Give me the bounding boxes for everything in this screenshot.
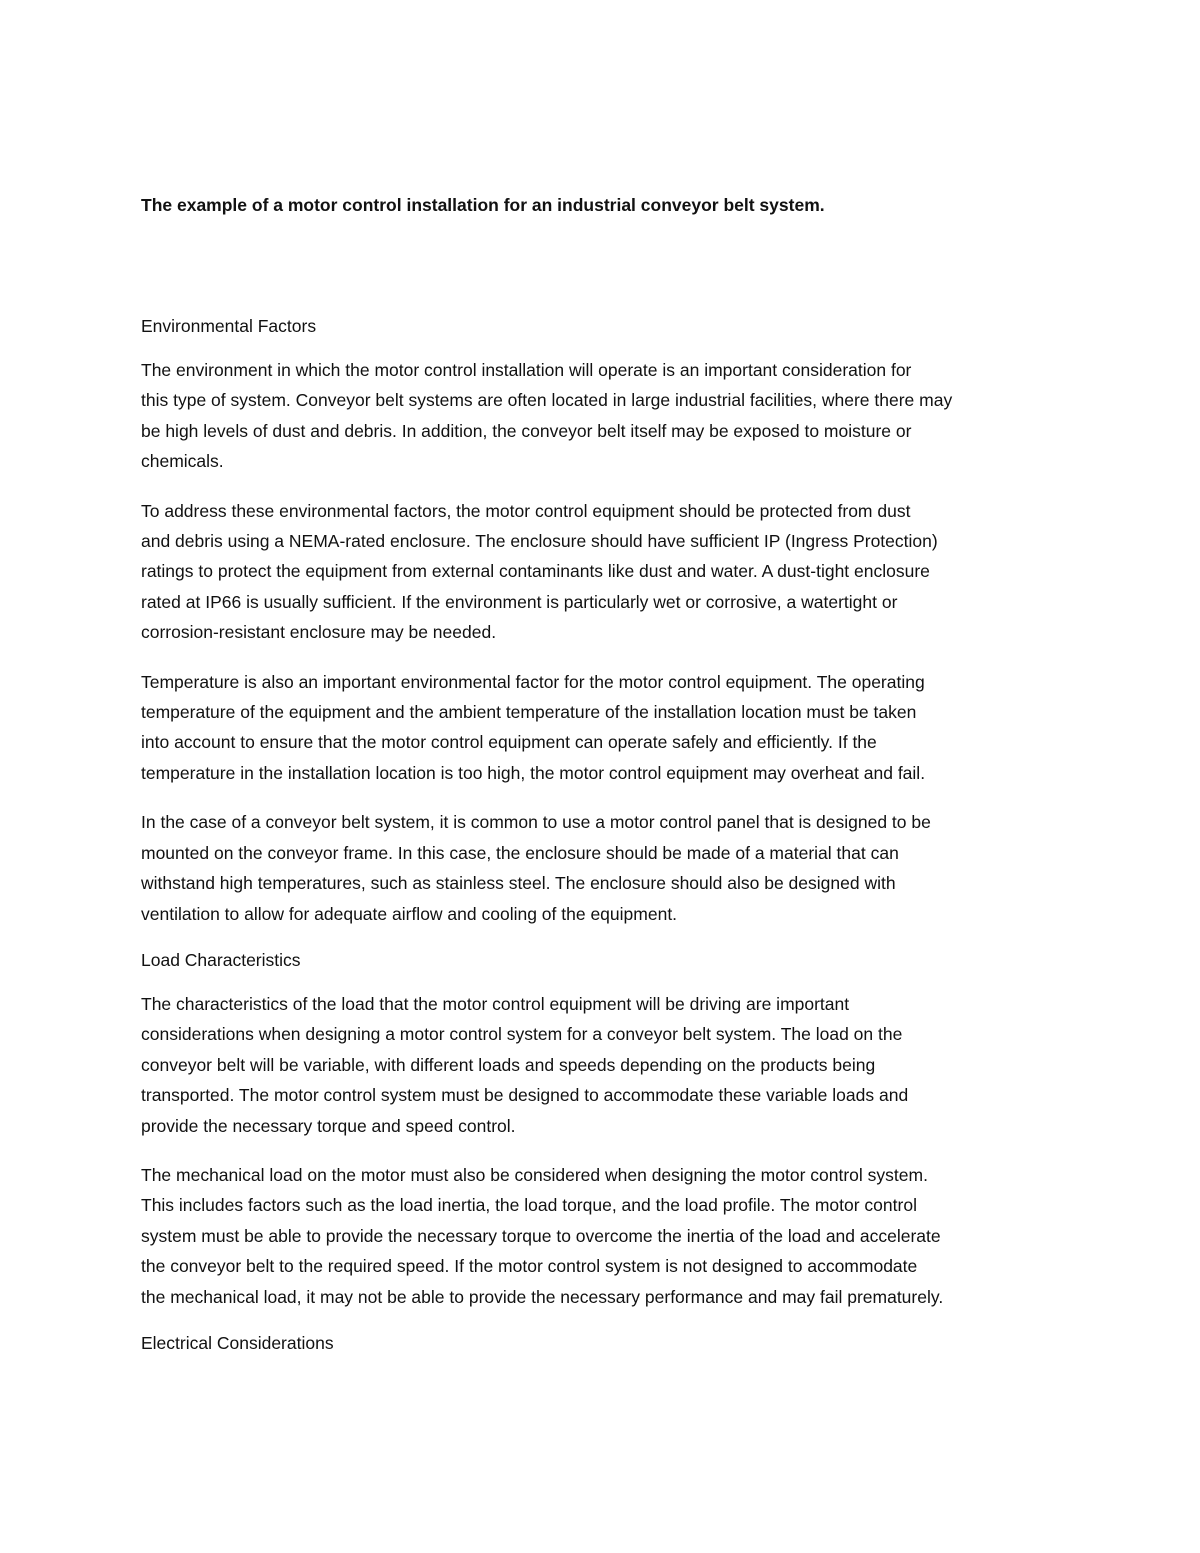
text-line: the mechanical load, it may not be able to provide the necessary performance and may fail prematurely. — [141, 1286, 944, 1307]
text-line: chemicals. — [141, 451, 224, 472]
text-line: transported. The motor control system must be designed to accommodate these variable loads and — [141, 1085, 909, 1106]
text-line: To address these environmental factors, the motor control equipment should be protected from dust — [141, 500, 911, 521]
text-line: the conveyor belt to the required speed. If the motor control system is not designed to accommodate — [141, 1256, 918, 1277]
section-heading-load-characteristics: Load Characteristics — [141, 949, 301, 970]
paragraph — [141, 807, 1061, 929]
text-line: ratings to protect the equipment from external contaminants like dust and water. A dust-tight enclosure — [141, 561, 930, 582]
text-line: ventilation to allow for adequate airflow and cooling of the equipment. — [141, 903, 678, 924]
text-line: temperature of the equipment and the ambient temperature of the installation location must be taken — [141, 702, 917, 723]
text-line: The characteristics of the load that the motor control equipment will be driving are important — [141, 993, 850, 1014]
text-line: rated at IP66 is usually sufficient. If the environment is particularly wet or corrosive, a watertight or — [141, 591, 898, 612]
text-line: mounted on the conveyor frame. In this case, the enclosure should be made of a material that can — [141, 842, 899, 863]
text-line: this type of system. Conveyor belt systems are often located in large industrial facilities, where there may — [141, 390, 953, 411]
text-line: corrosion-resistant enclosure may be needed. — [141, 622, 497, 643]
text-line: be high levels of dust and debris. In addition, the conveyor belt itself may be exposed to moisture or — [141, 420, 912, 441]
text-line: system must be able to provide the necessary torque to overcome the inertia of the load and accelerate — [141, 1225, 941, 1246]
text-line: considerations when designing a motor control system for a conveyor belt system. The load on the — [141, 1024, 903, 1045]
text-line: Temperature is also an important environmental factor for the motor control equipment. The operating — [141, 671, 925, 692]
section-heading-electrical-considerations: Electrical Considerations — [141, 1332, 334, 1353]
paragraph — [141, 989, 1061, 1141]
text-line: conveyor belt will be variable, with different loads and speeds depending on the products being — [141, 1054, 876, 1075]
text-line: provide the necessary torque and speed control. — [141, 1115, 516, 1136]
section-heading-environmental-factors: Environmental Factors — [141, 316, 317, 336]
text-line: into account to ensure that the motor control equipment can operate safely and efficiently. If the — [141, 732, 877, 753]
text-line: withstand high temperatures, such as stainless steel. The enclosure should also be designed with — [141, 873, 896, 894]
text-line: The environment in which the motor control installation will operate is an important consideration for — [141, 360, 912, 380]
paragraph — [141, 355, 1061, 477]
paragraph — [141, 1160, 1061, 1312]
text-line: This includes factors such as the load inertia, the load torque, and the load profile. The motor control — [141, 1195, 917, 1216]
document-title: The example of a motor control installation for an industrial conveyor belt system. — [141, 195, 825, 215]
text-line: In the case of a conveyor belt system, it is common to use a motor control panel that is designed to be — [141, 812, 931, 833]
document-body — [141, 193, 1061, 1355]
text-line: temperature in the installation location is too high, the motor control equipment may overheat and fail. — [141, 762, 926, 783]
text-line: The mechanical load on the motor must also be considered when designing the motor control system. — [141, 1164, 928, 1185]
text-line: and debris using a NEMA-rated enclosure. The enclosure should have sufficient IP (Ingress Protection) — [141, 531, 938, 552]
paragraph — [141, 667, 1061, 789]
paragraph — [141, 496, 1061, 648]
